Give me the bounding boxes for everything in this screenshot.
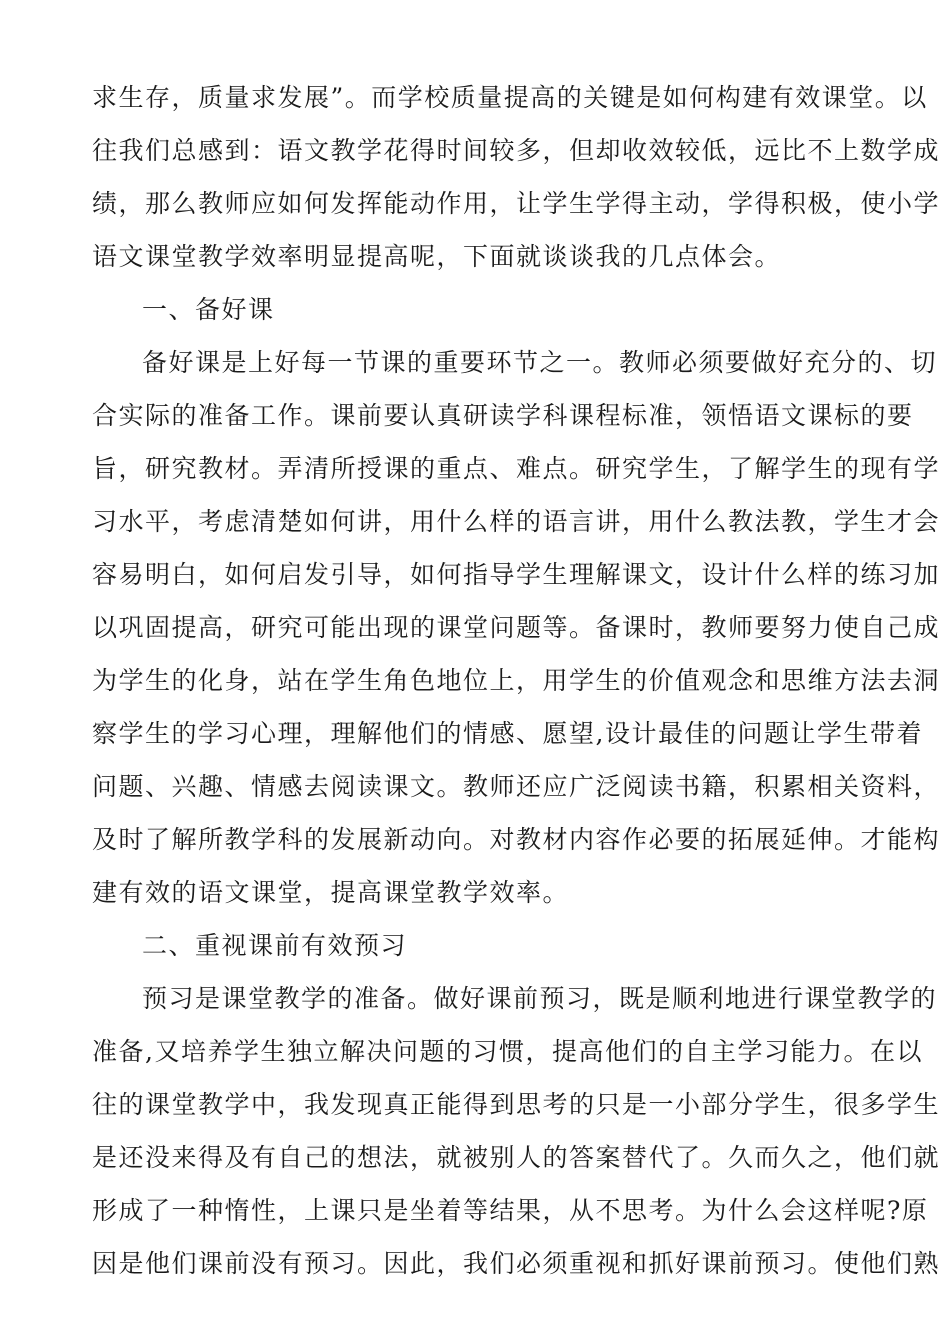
paragraph-line: 往的课堂教学中，我发现真正能得到思考的只是一小部分学生，很多学生 (92, 1090, 941, 1119)
paragraph-line: 及时了解所教学科的发展新动向。对教材内容作必要的拓展延伸。才能构 (92, 825, 941, 854)
paragraph-line: 察学生的学习心理，理解他们的情感、愿望,设计最佳的问题让学生带着 (92, 719, 923, 748)
paragraph-line: 预习是课堂教学的准备。做好课前预习，既是顺利地进行课堂教学的 (142, 984, 938, 1013)
paragraph-line: 建有效的语文课堂，提高课堂教学效率。 (92, 878, 570, 907)
paragraph-line: 求生存，质量求发展”。而学校质量提高的关键是如何构建有效课堂。以 (92, 83, 928, 112)
paragraph-line: 为学生的化身，站在学生角色地位上，用学生的价值观念和思维方法去洞 (92, 666, 941, 695)
paragraph-line: 容易明白，如何启发引导，如何指导学生理解课文，设计什么样的练习加 (92, 560, 941, 589)
paragraph-line: 习水平，考虑清楚如何讲，用什么样的语言讲，用什么教法教，学生才会 (92, 507, 941, 536)
paragraph-line: 以巩固提高，研究可能出现的课堂问题等。备课时，教师要努力使自己成 (92, 613, 941, 642)
paragraph-line: 备好课是上好每一节课的重要环节之一。教师必须要做好充分的、切 (142, 348, 938, 377)
paragraph-line: 因是他们课前没有预习。因此，我们必须重视和抓好课前预习。使他们熟 (92, 1249, 941, 1278)
paragraph-line: 形成了一种惰性，上课只是坐着等结果，从不思考。为什么会这样呢?原 (92, 1196, 929, 1225)
paragraph-line: 旨，研究教材。弄清所授课的重点、难点。研究学生，了解学生的现有学 (92, 454, 941, 483)
section-heading-2: 二、重视课前有效预习 (142, 931, 408, 960)
section-heading-1: 一、备好课 (142, 295, 275, 324)
paragraph-line: 绩，那么教师应如何发挥能动作用，让学生学得主动，学得积极，使小学 (92, 189, 941, 218)
paragraph-line: 是还没来得及有自己的想法，就被别人的答案替代了。久而久之，他们就 (92, 1143, 941, 1172)
paragraph-line: 准备,又培养学生独立解决问题的习惯，提高他们的自主学习能力。在以 (92, 1037, 923, 1066)
paragraph-line: 往我们总感到：语文教学花得时间较多，但却收效较低，远比不上数学成 (92, 136, 941, 165)
paragraph-line: 语文课堂教学效率明显提高呢，下面就谈谈我的几点体会。 (92, 242, 782, 271)
paragraph-line: 问题、兴趣、情感去阅读课文。教师还应广泛阅读书籍，积累相关资料， (92, 772, 941, 801)
paragraph-line: 合实际的准备工作。课前要认真研读学科课程标准，领悟语文课标的要 (92, 401, 914, 430)
